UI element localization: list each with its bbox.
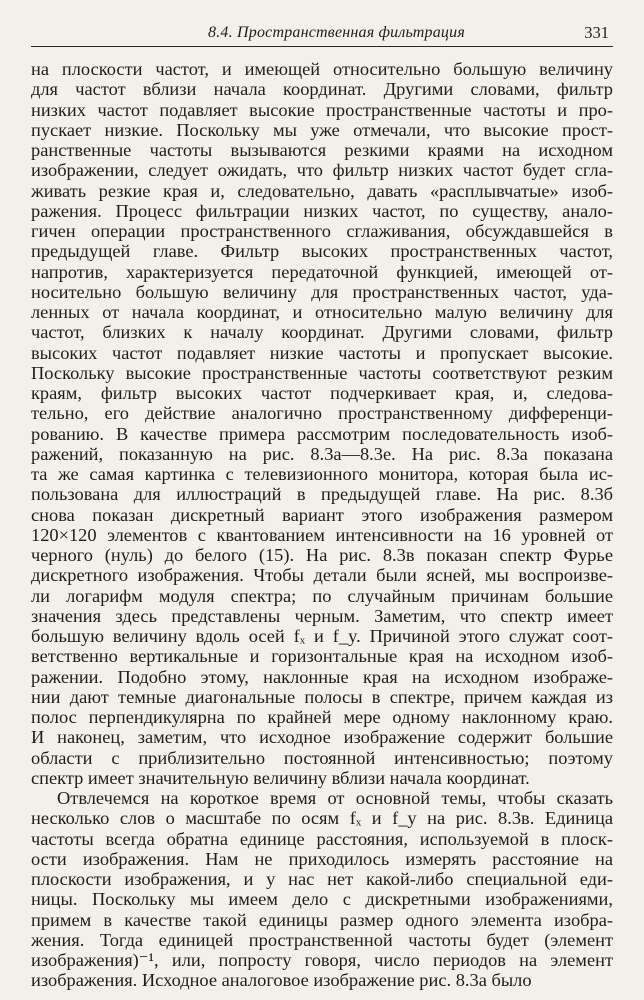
text-line: тельно, его действие аналогично пространственному дифференци- — [31, 403, 613, 424]
text-line: плоскости изображения, и у нас нет какой-либо специальной еди- — [31, 869, 613, 889]
text-line: рованию. В качестве примера рассмотрим последовательность изоб- — [31, 423, 613, 444]
text-line: ницы. Поскольку мы имеем дело с дискретными изображениями, — [31, 889, 613, 910]
text-line: ражений, показанную на рис. 8.3а—8.3е. На рис. 8.3а показана — [31, 443, 613, 464]
text-line: для частот вблизи начала координат. Другими словами, фильтр — [31, 79, 613, 100]
text-line: области с приблизительно постоянной интенсивностью; поэтому — [31, 747, 613, 768]
paragraph — [31, 59, 613, 788]
text-line: низких частот подавляет высокие пространственные частоты и про- — [31, 99, 613, 120]
paragraph — [31, 788, 613, 991]
text-line: ранственные частоты вызываются резкими краями на исходном — [31, 140, 613, 160]
text-line: Поскольку высокие пространственные частоты соответствуют резким — [31, 362, 613, 383]
text-line: примем в качестве такой единицы размер одного элемента изобра- — [31, 909, 613, 930]
text-line: ражении. Подобно этому, наклонные края на исходном изображе- — [31, 666, 613, 687]
text-line: жения. Тогда единицей пространственной частоты будет (элемент — [31, 929, 613, 950]
text-line: 120×120 элементов с квантованием интенсивности на 16 уровней от — [31, 524, 613, 545]
running-header — [31, 20, 613, 47]
text-line: пускает низкие. Поскольку мы уже отмечали, что высокие прост- — [31, 119, 613, 140]
text-line: носительно большую величину для пространственных частот, уда- — [31, 281, 613, 302]
text-line: значения здесь представлены черным. Заметим, что спектр имеет — [31, 605, 613, 626]
text-line: предыдущей главе. Фильтр высоких пространственных частот, — [31, 241, 613, 262]
text-line: несколько слов о масштабе по осям fₓ и f_y на рис. 8.3в. Единица — [31, 808, 613, 829]
text-line: дискретного изображения. Чтобы детали были ясней, мы воспроизве- — [31, 565, 613, 586]
text-line: частот, близких к началу координат. Другими словами, фильтр — [31, 322, 613, 343]
text-line: напротив, характеризуется передаточной функцией, имеющей от- — [31, 261, 613, 282]
text-line: изображения)⁻¹, или, попросту говоря, число периодов на элемент — [31, 950, 613, 970]
text-line: изображения. Исходное аналоговое изображение рис. 8.3а было — [31, 970, 532, 991]
text-line: ости изображения. Нам не приходилось измерять расстояние на — [31, 848, 613, 869]
text-line: пользована для иллюстраций в предыдущей главе. На рис. 8.3б — [31, 484, 613, 505]
text-line: ветственно вертикальные и горизонтальные края на исходном изоб- — [31, 646, 613, 667]
text-line: черного (нуль) до белого (15). На рис. 8.3в показан спектр Фурье — [31, 545, 613, 565]
text-line: Отвлечемся на короткое время от основной темы, чтобы сказать — [57, 788, 613, 808]
text-line: на плоскости частот, и имеющей относительно большую величину — [31, 59, 613, 79]
text-line: гичен операции пространственного сглаживания, обсуждавшейся в — [31, 221, 613, 241]
text-line: полос перпендикулярна по крайней мере одному наклонному краю. — [31, 707, 613, 727]
text-line: нии дают темные диагональные полосы в спектре, причем каждая из — [31, 686, 613, 707]
text-line: частоты всегда обратна единице расстояния, используемой в плоск- — [31, 828, 613, 849]
body-text — [31, 59, 613, 991]
text-line: высоких частот подавляет низкие частоты и пропускает высокие. — [31, 342, 613, 363]
text-line: ражения. Процесс фильтрации низких частот, по существу, анало- — [31, 200, 613, 221]
text-line: спектр имеет значительную величину вблизи начала координат. — [31, 767, 530, 788]
text-line: живать резкие края и, следовательно, давать «расплывчатые» изоб- — [31, 180, 613, 201]
text-line: снова показан дискретный вариант этого изображения размером — [31, 504, 613, 525]
text-line: большую величину вдоль осей fₓ и f_y. Причиной этого служат соот- — [31, 626, 613, 646]
section-title: 8.4. Пространственная фильтрация — [208, 24, 465, 41]
page-number: 331 — [584, 23, 609, 42]
text-line: ленных от начала координат, и относительно малую величину для — [31, 302, 613, 322]
text-line: И наконец, заметим, что исходное изображение содержит большие — [31, 727, 613, 748]
text-line: краям, фильтр высоких частот подчеркивает края, и, следова- — [31, 383, 613, 403]
text-line: изображении, следует ожидать, что фильтр низких частот будет сгла- — [31, 160, 613, 181]
text-line: та же самая картинка с телевизионного монитора, которая была ис- — [31, 464, 613, 484]
book-page — [31, 20, 613, 990]
text-line: ли логарифм модуля спектра; по случайным причинам большие — [31, 585, 613, 606]
